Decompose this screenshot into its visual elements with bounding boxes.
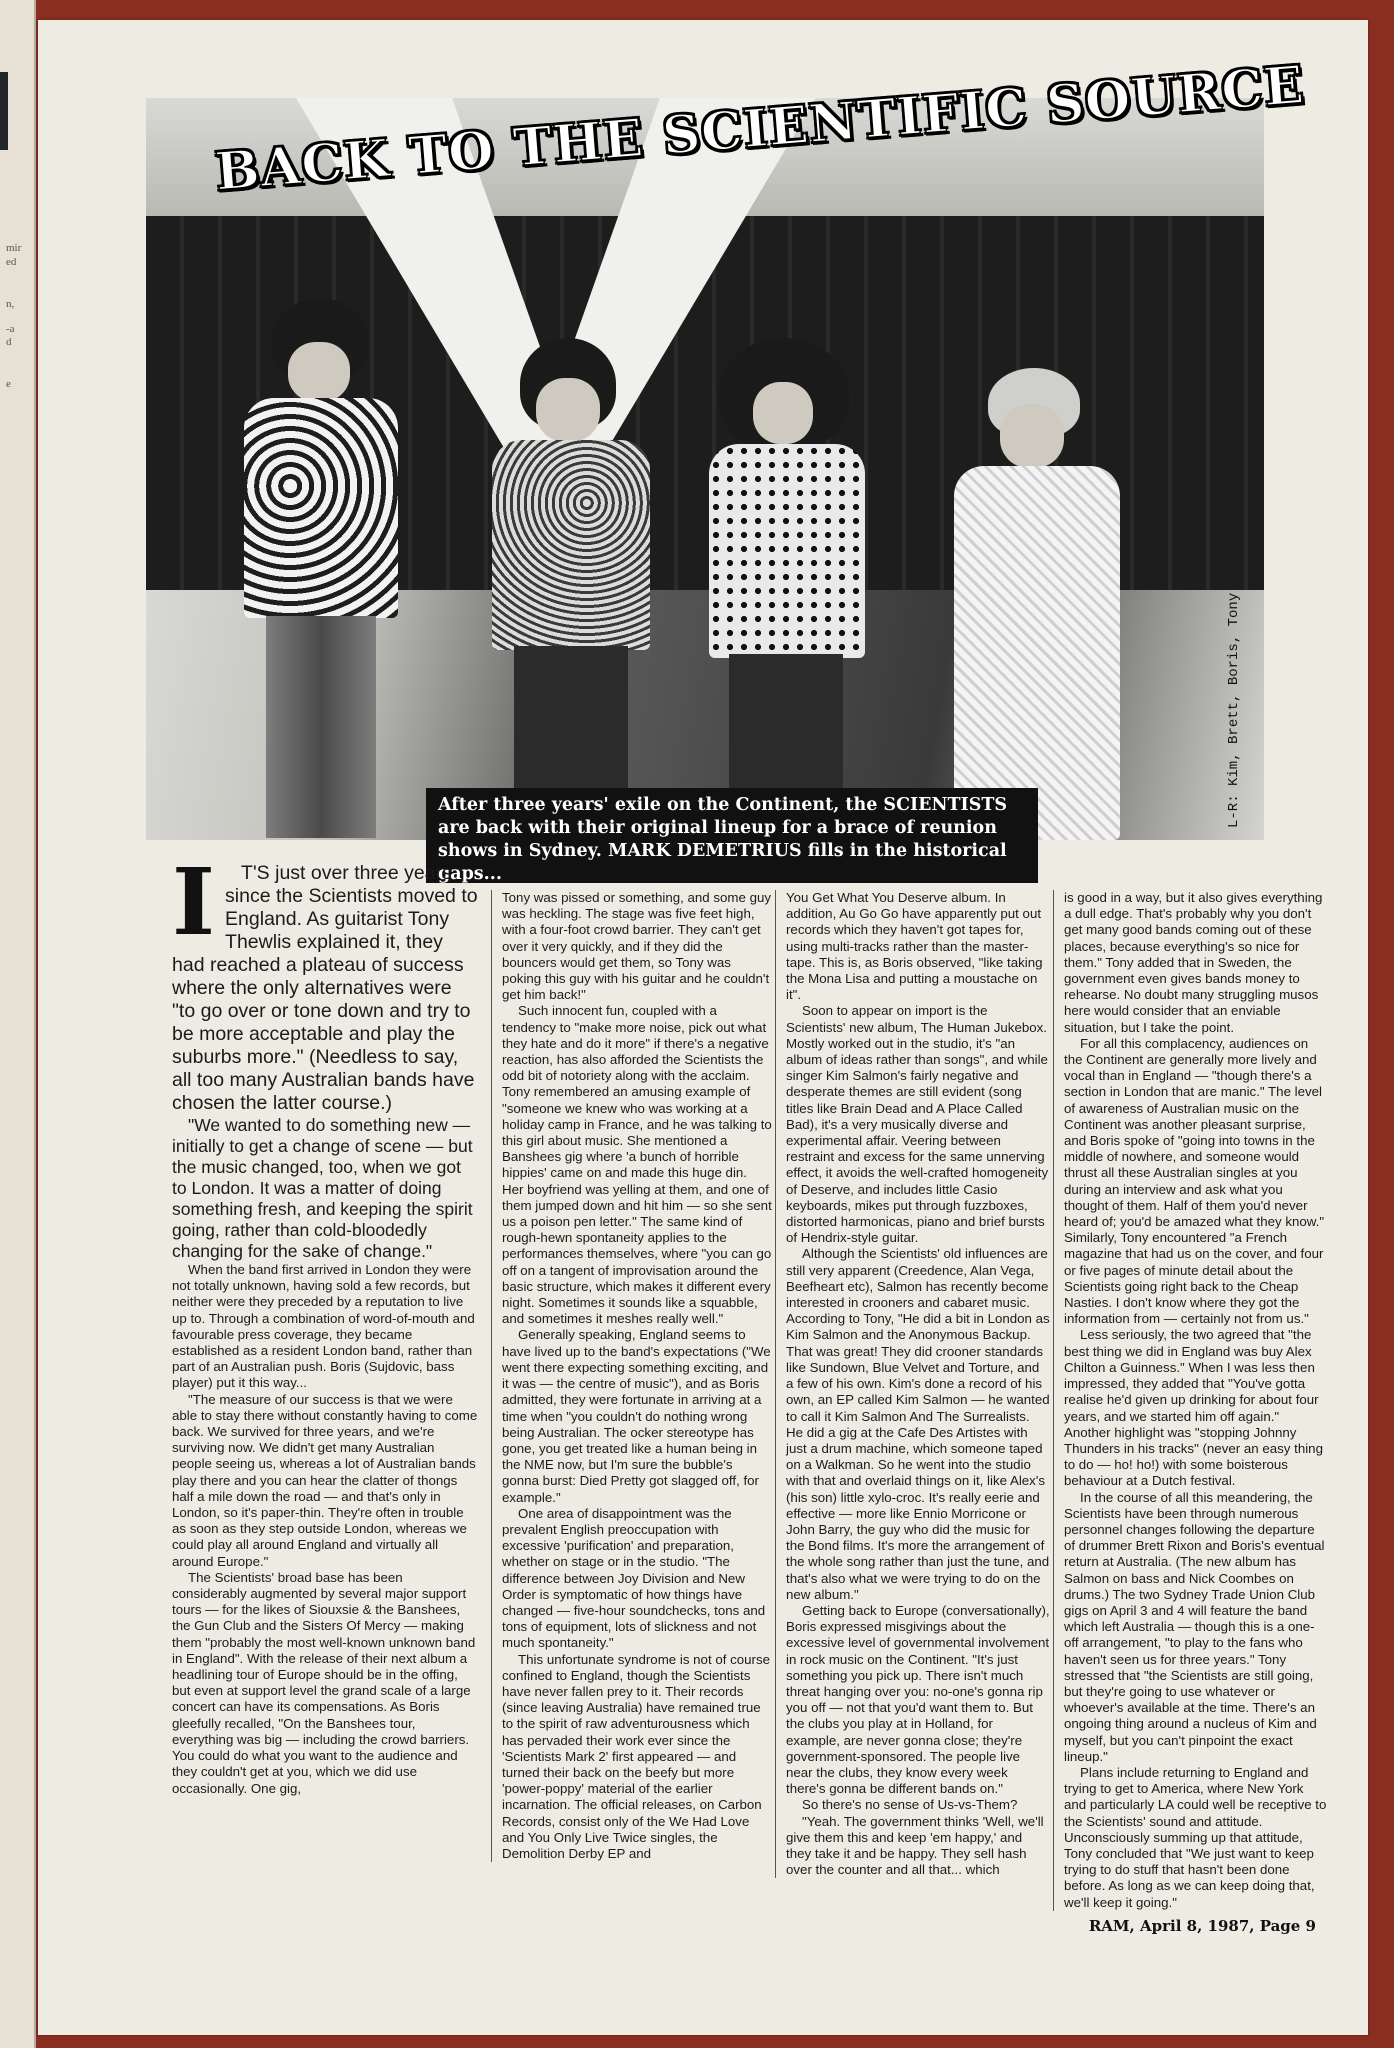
body-paragraph: One area of disappointment was the prevalent English preoccupation with excessive 'purification' and preparation, whether on stage or in the studio. "The difference between Joy Division and New Order is symptomatic of how things have changed — five-hour soundchecks, tons and tons of equipment, lots of slickness and not much spontaneity."	[502, 1505, 766, 1651]
photo-caption: L-R: Kim, Brett, Boris, Tony	[1226, 592, 1242, 828]
body-paragraph: Plans include returning to England and trying to get to America, where New York and particularly LA could well be receptive to the Scientists' sound and attitude. Unconsciously summing up that attitude, Tony concluded that "We just want to keep trying to do stuff that hasn't been done before. As long as we can keep doing that, we'll keep it going."	[1064, 1764, 1327, 1910]
person-kim	[236, 298, 406, 838]
standfirst: After three years' exile on the Continent, the SCIENTISTS are back with their original lineup for a brace of reunion shows in Sydney. MARK DEMETRIUS fills in the historical gaps...	[426, 788, 1038, 883]
body-paragraph: Getting back to Europe (conversationally), Boris expressed misgivings about the excessive level of governmental involvement in rock music on the Continent. "It's just something you pick up. There isn't much threat hanging over you: no-one's gonna rip you off — not that you'd want them to. But the clubs you play at in Holland, for example, are never gonna close; they're government-sponsored. The people live near the clubs, they know every week there's gonna be different bands on."	[786, 1602, 1050, 1797]
body-paragraph: "Yeah. The government thinks 'Well, we'll give them this and keep 'em happy,' and they take it and be happy. They sell hash over the counter and all that... which	[786, 1813, 1044, 1878]
body-paragraph: Tony was pissed or something, and some guy was heckling. The stage was five feet high, with a four-foot crowd barrier. They can't get over it very quickly, and if they did the bouncers would get them, so Tony was poking this guy with his guitar and he couldn't get him back!"	[502, 890, 772, 1003]
body-paragraph: In the course of all this meandering, the Scientists have been through numerous personnel changes following the departure of drummer Brett Rixon and Boris's eventual return at Australia. (The new album has Salmon on bass and Nick Coombes on drums.) The two Sydney Trade Union Club gigs on April 3 and 4 will feature the band which left Australia — though this is a one-off arrangement, "to play to the fans who haven't seen us for three years." Tony stressed that "the Scientists are still going, but they're going to use whatever or whoever's available at the time. There's an ongoing thing around a nucleus of Kim and myself, but you can't pinpoint the exact lineup."	[1064, 1489, 1325, 1764]
body-paragraph: So there's no sense of Us-vs-Them?	[802, 1797, 1018, 1813]
previous-page-fragment: d	[6, 336, 12, 348]
body-paragraph: Although the Scientists' old influences are still very apparent (Creedence, Alan Vega, Beefheart etc), Salmon has recently become interested in crooners and cabaret music. According to Tony, "He did a bit in London as Kim Salmon and the Anonymous Backup. That was great! They did crooner standards like Sundown, Blue Velvet and Torture, and a few of his own. Kim's done a record of his own, an EP called Kim Salmon — he wanted to call it Kim Salmon And The Surrealists. He did a gig at the Cafe Des Artistes with just a drum machine, which someone taped on a Walkman. So he went into the studio with that and overlaid things on it, like Alex's (his son) little xylo-croc. It's really eerie and effective — more like Ennio Morricone or John Barry, the guy who did the music for the Bond films. It's more the arrangement of the whole song rather than just the tune, and that's also what we were trying to do on the new album."	[786, 1246, 1050, 1602]
body-paragraph: Less seriously, the two agreed that "the best thing we did in England was buy Alex Chilton a Guinness." When I was less then impressed, they added that "You've gotta realise he'd given up drinking for about four years, and we started him off again." Another highlight was "stopping Johnny Thunders in his tracks" (never an easy thing to do — ho! ho!) with some boisterous behaviour at a Dutch festival.	[1064, 1327, 1323, 1489]
body-paragraph: You Get What You Deserve album. In addition, Au Go Go have apparently put out records which they haven't got tapes for, using multi-tracks rather than the master-tape. This is, as Boris observed, "like taking the Mona Lisa and putting a moustache on it".	[786, 890, 1043, 1003]
person-tony	[946, 368, 1126, 840]
page-folio: RAM, April 8, 1987, Page 9	[1088, 1917, 1316, 1935]
magazine-page	[38, 20, 1368, 2035]
text-column-1	[172, 848, 478, 1797]
body-paragraph: is good in a way, but it also gives everything a dull edge. That's probably why you don't get many good bands coming out of these places, because everything's so nice for them." Tony added that in Sweden, the government even gives bands money to rehearse. No doubt many struggling musos here would consider that an enviable situation, but I take the point.	[1064, 890, 1323, 1035]
body-paragraph: The Scientists' broad base has been considerably augmented by several major support tours — for the likes of Siouxsie & the Banshees, the Gun Club and the Sisters Of Mercy — making them "probably the most well-known unknown band in England". With the release of their next album a headlining tour of Europe should be in the offing, but even at support level the grand scale of a large concert can have its compensations. As Boris gleefully recalled, "On the Banshees tour, everything was big — including the crowd barriers. You could do what you want to the audience and they couldn't get at you, which we did use occasionally. One gig,	[172, 1569, 476, 1796]
body-paragraph: This unfortunate syndrome is not of course confined to England, though the Scientists have never fallen prey to it. Their records (since leaving Australia) have remained true to the spirit of raw adventurousness which has pervaded their work ever since the 'Scientists Mark 2' first appeared — and turned their back on the beefy but more 'power-poppy' material of the earlier incarnation. The official releases, on Carbon Records, consist only of the We Had Love and You Only Live Twice singles, the Demolition Derby EP and	[502, 1651, 771, 1861]
previous-page-fragment: e	[6, 378, 11, 390]
headline: BACK TO THE SCIENTIFIC SOURCE	[213, 54, 1307, 203]
previous-page-fragment: mir	[6, 242, 22, 254]
text-column-4	[1053, 890, 1328, 1911]
previous-page-fragment: n,	[6, 298, 15, 310]
lead-quote-paragraph: "We wanted to do something new — initially to get a change of scene — but the music changed, too, when we got to London. It was a matter of doing something fresh, and keeping the spirit going, rather than cold-bloodedly changing for the sake of change."	[172, 1115, 473, 1261]
body-paragraph: Such innocent fun, coupled with a tendency to "make more noise, pick out what they hate and do it more" if there's a negative reaction, has also afforded the Scientists the odd bit of notoriety along with the acclaim. Tony remembered an amusing example of "someone we knew who was working at a holiday camp in France, and he was talking to this girl about music. She mentioned a Banshees gig where 'a bunch of horrible hippies' came on and made this huge din. Her boyfriend was yelling at them, and one of them jumped down and hit him — so she sent us a poison pen letter." The same kind of rough-hewn spontaneity applies to the performances themselves, where "you can go off on a tangent of improvisation around the basic structure, which makes it different every night. Sometimes it sounds like a squabble, and sometimes it meshes really well."	[502, 1003, 772, 1327]
previous-page-fragment: ed	[6, 256, 17, 268]
body-paragraph: Generally speaking, England seems to have lived up to the band's expectations ("We went there expecting something exciting, and it was — the centre of music"), and as Boris admitted, they were fortunate in arriving at a time when "you couldn't do nothing wrong being Australian. The ocker stereotype has gone, you get treated like a human being in the NME now, but I'm sure the bubble's gonna burst: Died Pretty got slagged off, for example."	[502, 1327, 771, 1505]
text-column-2	[491, 890, 772, 1862]
previous-page-edge	[0, 0, 36, 2048]
previous-page-fragment: -a	[6, 323, 15, 335]
lead-paragraph: T'S just over three years since the Scientists moved to England. As guitarist Tony Thewlis explained it, they had reached a plateau of success where the only alternatives were "to go over or tone down and try to be more acceptable and play the suburbs more." (Needless to say, all too many Australian bands have chosen the latter course.)	[172, 862, 478, 1114]
body-paragraph: Soon to appear on import is the Scientists' new album, The Human Jukebox. Mostly worked out in the studio, it's "an album of ideas rather than songs", and while singer Kim Salmon's fairly negative and desperate themes are still evident (song titles like Brain Dead and A Place Called Bad), it's a very musically diverse and experimental affair. Veering between restraint and excess for the same unnerving effect, it avoids the well-crafted homogeneity of Deserve, and includes little Casio keyboards, mikes put through fuzzboxes, distorted harmonicas, piano and brief bursts of Hendrix-style guitar.	[786, 1003, 1049, 1246]
body-paragraph: "The measure of our success is that we were able to stay there without constantly having to come back. We survived for three years, and we're surviving now. We didn't get many Australian people seeing us, whereas a lot of Australian bands play there and you can hear the clatter of thongs half a mile down the road — and that's only in London, so it's paper-thin. They're often in trouble as soon as they step outside London, whereas we could play all around England and virtually all around Europe."	[172, 1391, 478, 1569]
text-column-3	[775, 890, 1050, 1878]
drop-cap: I	[172, 848, 216, 956]
previous-page-ink-block	[0, 72, 8, 150]
person-brett	[486, 338, 656, 838]
body-paragraph: For all this complacency, audiences on the Continent are generally more lively and vocal than in England — "though there's a section in London that are manic." The level of awareness of Australian music on the Continent was another pleasant surprise, and Boris spoke of "going into towns in the middle of nowhere, and someone would thrust all these Australian singles at you during an interview and ask what you thought of them. Half of them you'd never heard of; you'd be amazed what they know." Similarly, Tony encountered "a French magazine that had us on the cover, and four or five pages of minute detail about the Scientists going right back to the Cheap Nasties. I don't know where they got the information from — certainly not from us."	[1064, 1035, 1325, 1327]
person-boris	[701, 338, 871, 838]
body-paragraph: When the band first arrived in London they were not totally unknown, having sold a few records, but neither were they preceded by a reputation to live up to. Through a combination of word-of-mouth and favourable press coverage, they became established as a resident London band, rather than part of an Australian push. Boris (Sujdovic, bass player) put it this way...	[172, 1262, 475, 1391]
